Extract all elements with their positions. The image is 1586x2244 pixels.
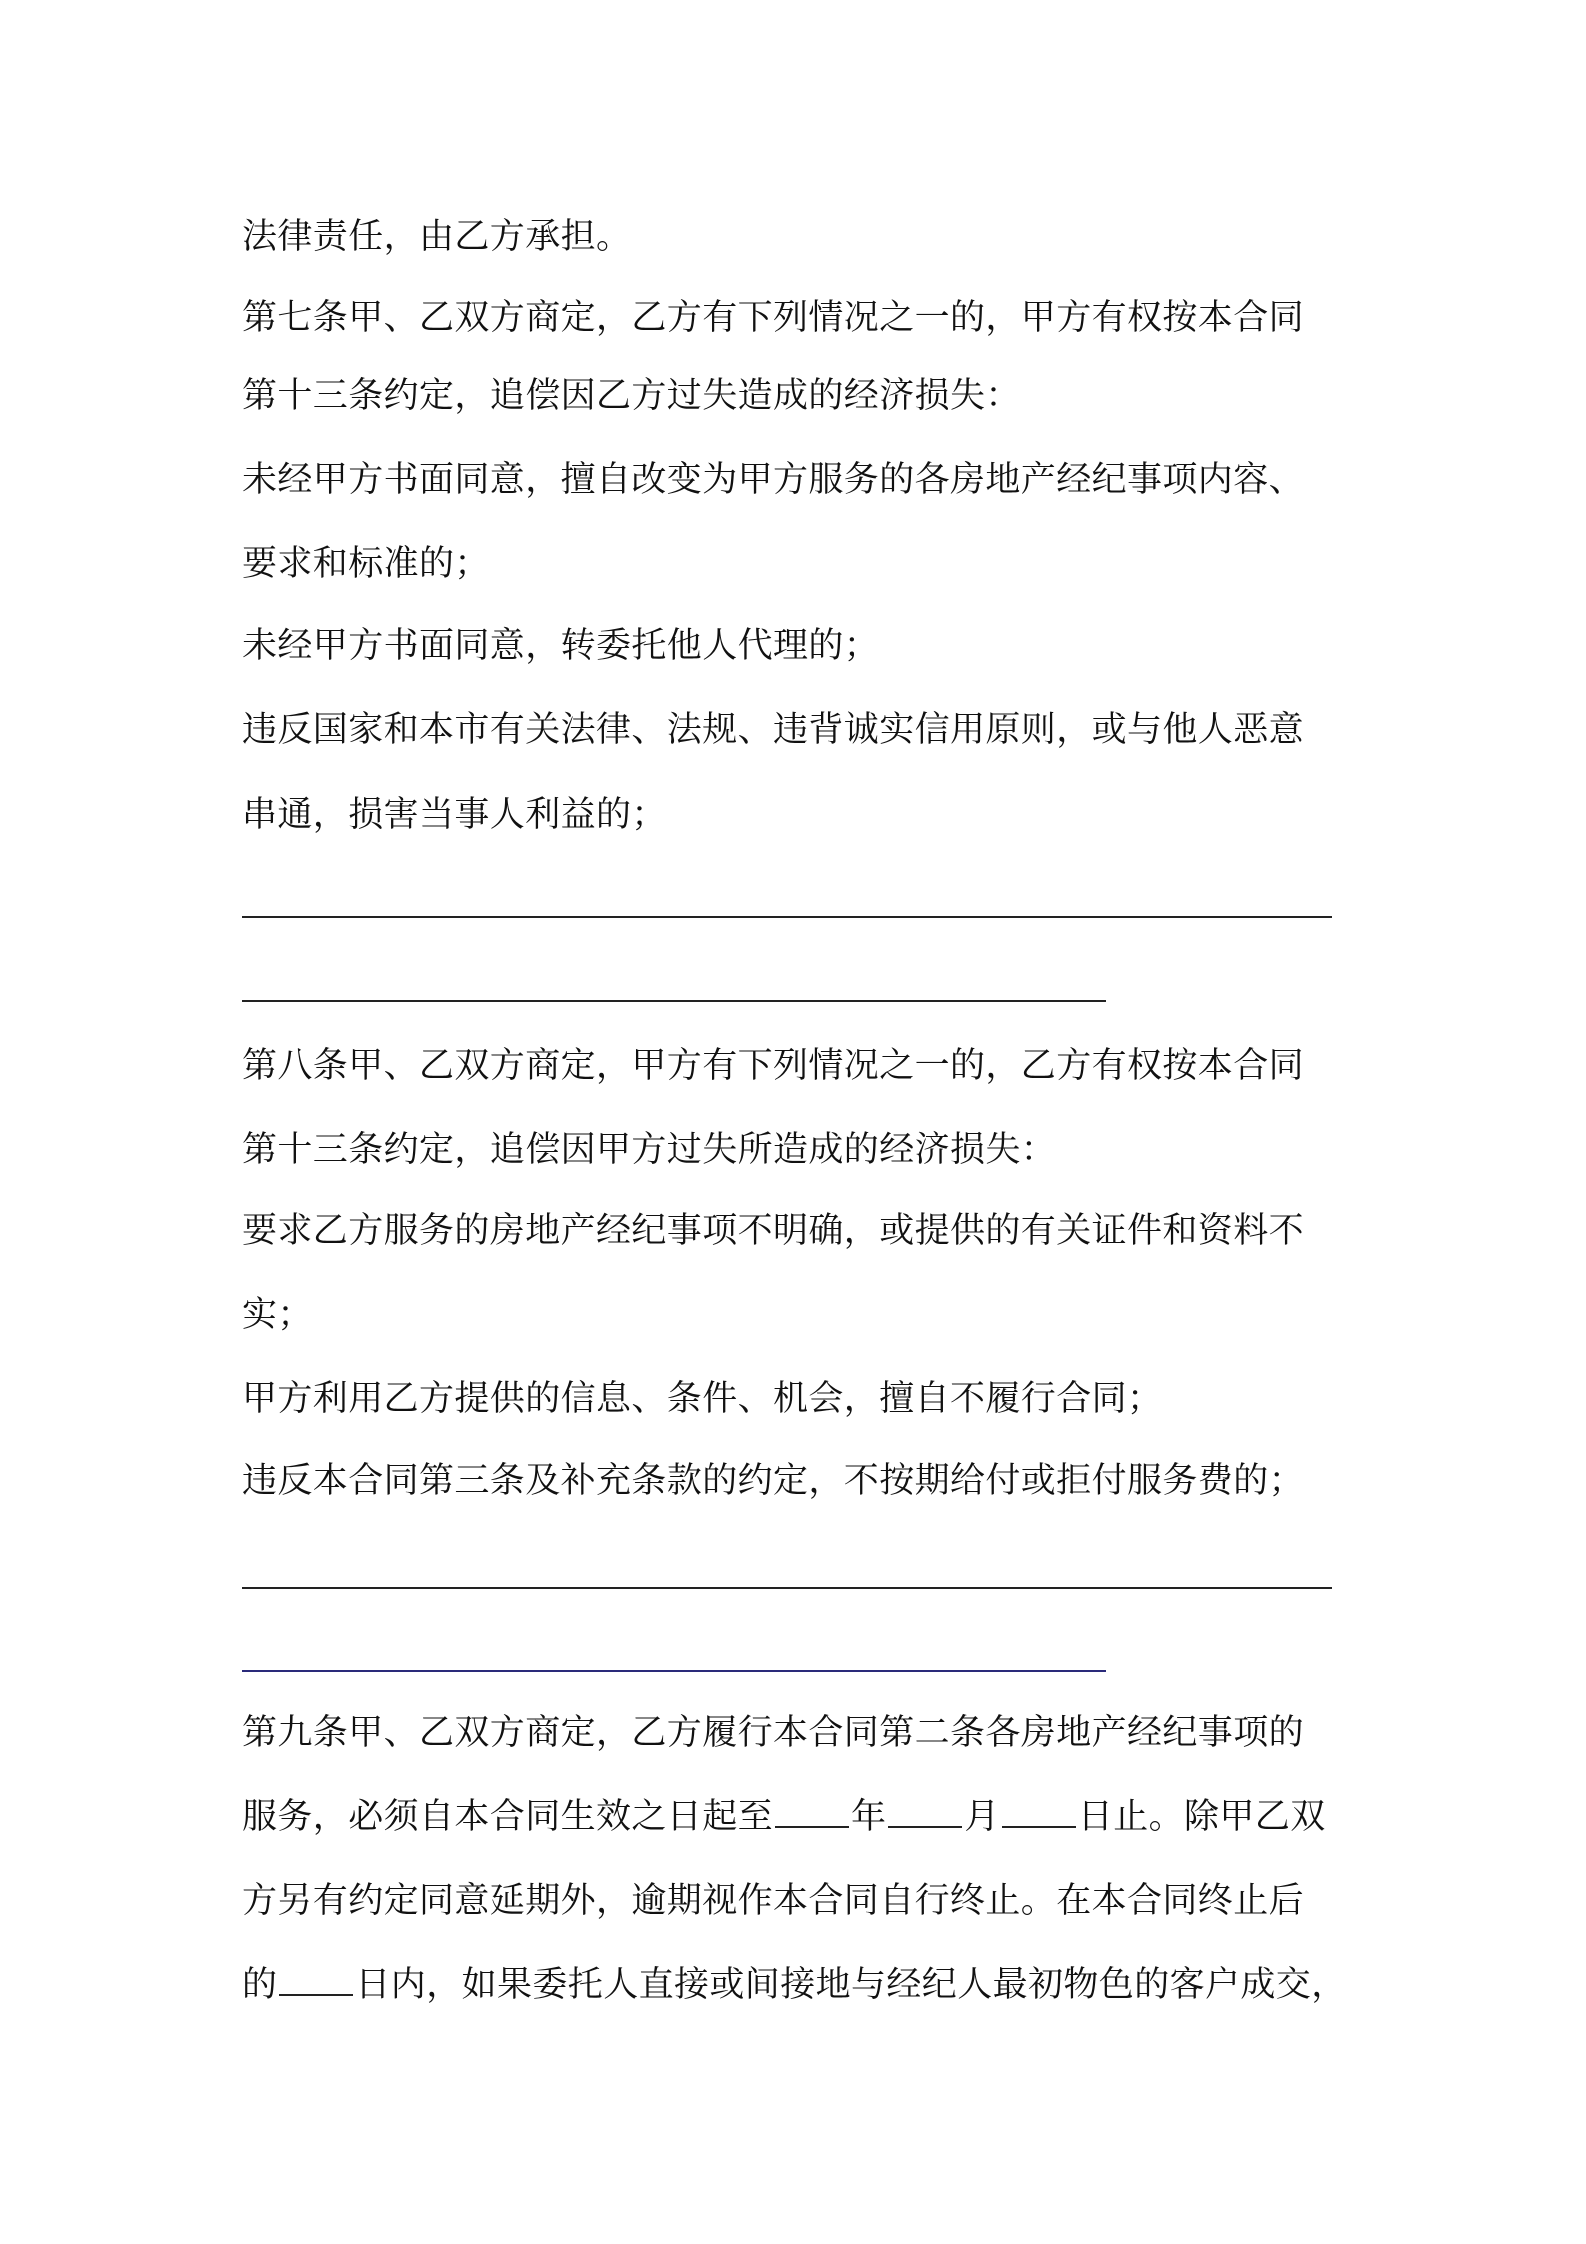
text-line: 方另有约定同意延期外，逾期视作本合同自行终止。在本合同终止后 bbox=[242, 1881, 1305, 1921]
text-fragment: 的 bbox=[242, 1965, 278, 2005]
text-fragment: 年 bbox=[851, 1797, 887, 1837]
list-item: 违反本合同第三条及补充条款的约定，不按期给付或拒付服务费的； bbox=[242, 1461, 1305, 1501]
text-line: 第十三条约定，追偿因乙方过失造成的经济损失： bbox=[242, 376, 1021, 416]
article-8-heading: 第八条甲、乙双方商定，甲方有下列情况之一的，乙方有权按本合同 bbox=[242, 1046, 1305, 1086]
text-line-days bbox=[242, 1963, 1347, 2007]
list-item: 未经甲方书面同意，擅自改变为甲方服务的各房地产经纪事项内容、 bbox=[242, 460, 1305, 500]
text-line: 第十三条约定，追偿因甲方过失所造成的经济损失： bbox=[242, 1130, 1057, 1170]
article-9-heading: 第九条甲、乙双方商定，乙方履行本合同第二条各房地产经纪事项的 bbox=[242, 1713, 1305, 1753]
text-line-service-period bbox=[242, 1795, 1326, 1839]
text-line: 实； bbox=[242, 1295, 313, 1335]
fill-in-line bbox=[242, 916, 1332, 918]
list-item: 违反国家和本市有关法律、法规、违背诚实信用原则，或与他人恶意 bbox=[242, 710, 1305, 750]
text-line: 串通，损害当事人利益的； bbox=[242, 795, 667, 835]
year-blank bbox=[775, 1796, 849, 1828]
text-line: 要求和标准的； bbox=[242, 544, 490, 584]
list-item: 要求乙方服务的房地产经纪事项不明确，或提供的有关证件和资料不 bbox=[242, 1211, 1305, 1251]
text-fragment: 日内，如果委托人直接或间接地与经纪人最初物色的客户成交， bbox=[355, 1965, 1347, 2005]
text-fragment: 月 bbox=[964, 1797, 1000, 1837]
text-line: 法律责任，由乙方承担。 bbox=[242, 217, 632, 257]
days-blank bbox=[279, 1964, 353, 1996]
list-item: 未经甲方书面同意，转委托他人代理的； bbox=[242, 626, 880, 666]
fill-in-line bbox=[242, 1000, 1106, 1002]
article-7-heading: 第七条甲、乙双方商定，乙方有下列情况之一的，甲方有权按本合同 bbox=[242, 298, 1305, 338]
text-fragment: 日止。除甲乙双 bbox=[1077, 1797, 1326, 1837]
text-fragment: 服务，必须自本合同生效之日起至 bbox=[242, 1797, 774, 1837]
fill-in-line bbox=[242, 1587, 1332, 1589]
day-blank bbox=[1002, 1796, 1076, 1828]
list-item: 甲方利用乙方提供的信息、条件、机会，擅自不履行合同； bbox=[242, 1379, 1163, 1419]
fill-in-line bbox=[242, 1670, 1106, 1672]
month-blank bbox=[888, 1796, 962, 1828]
